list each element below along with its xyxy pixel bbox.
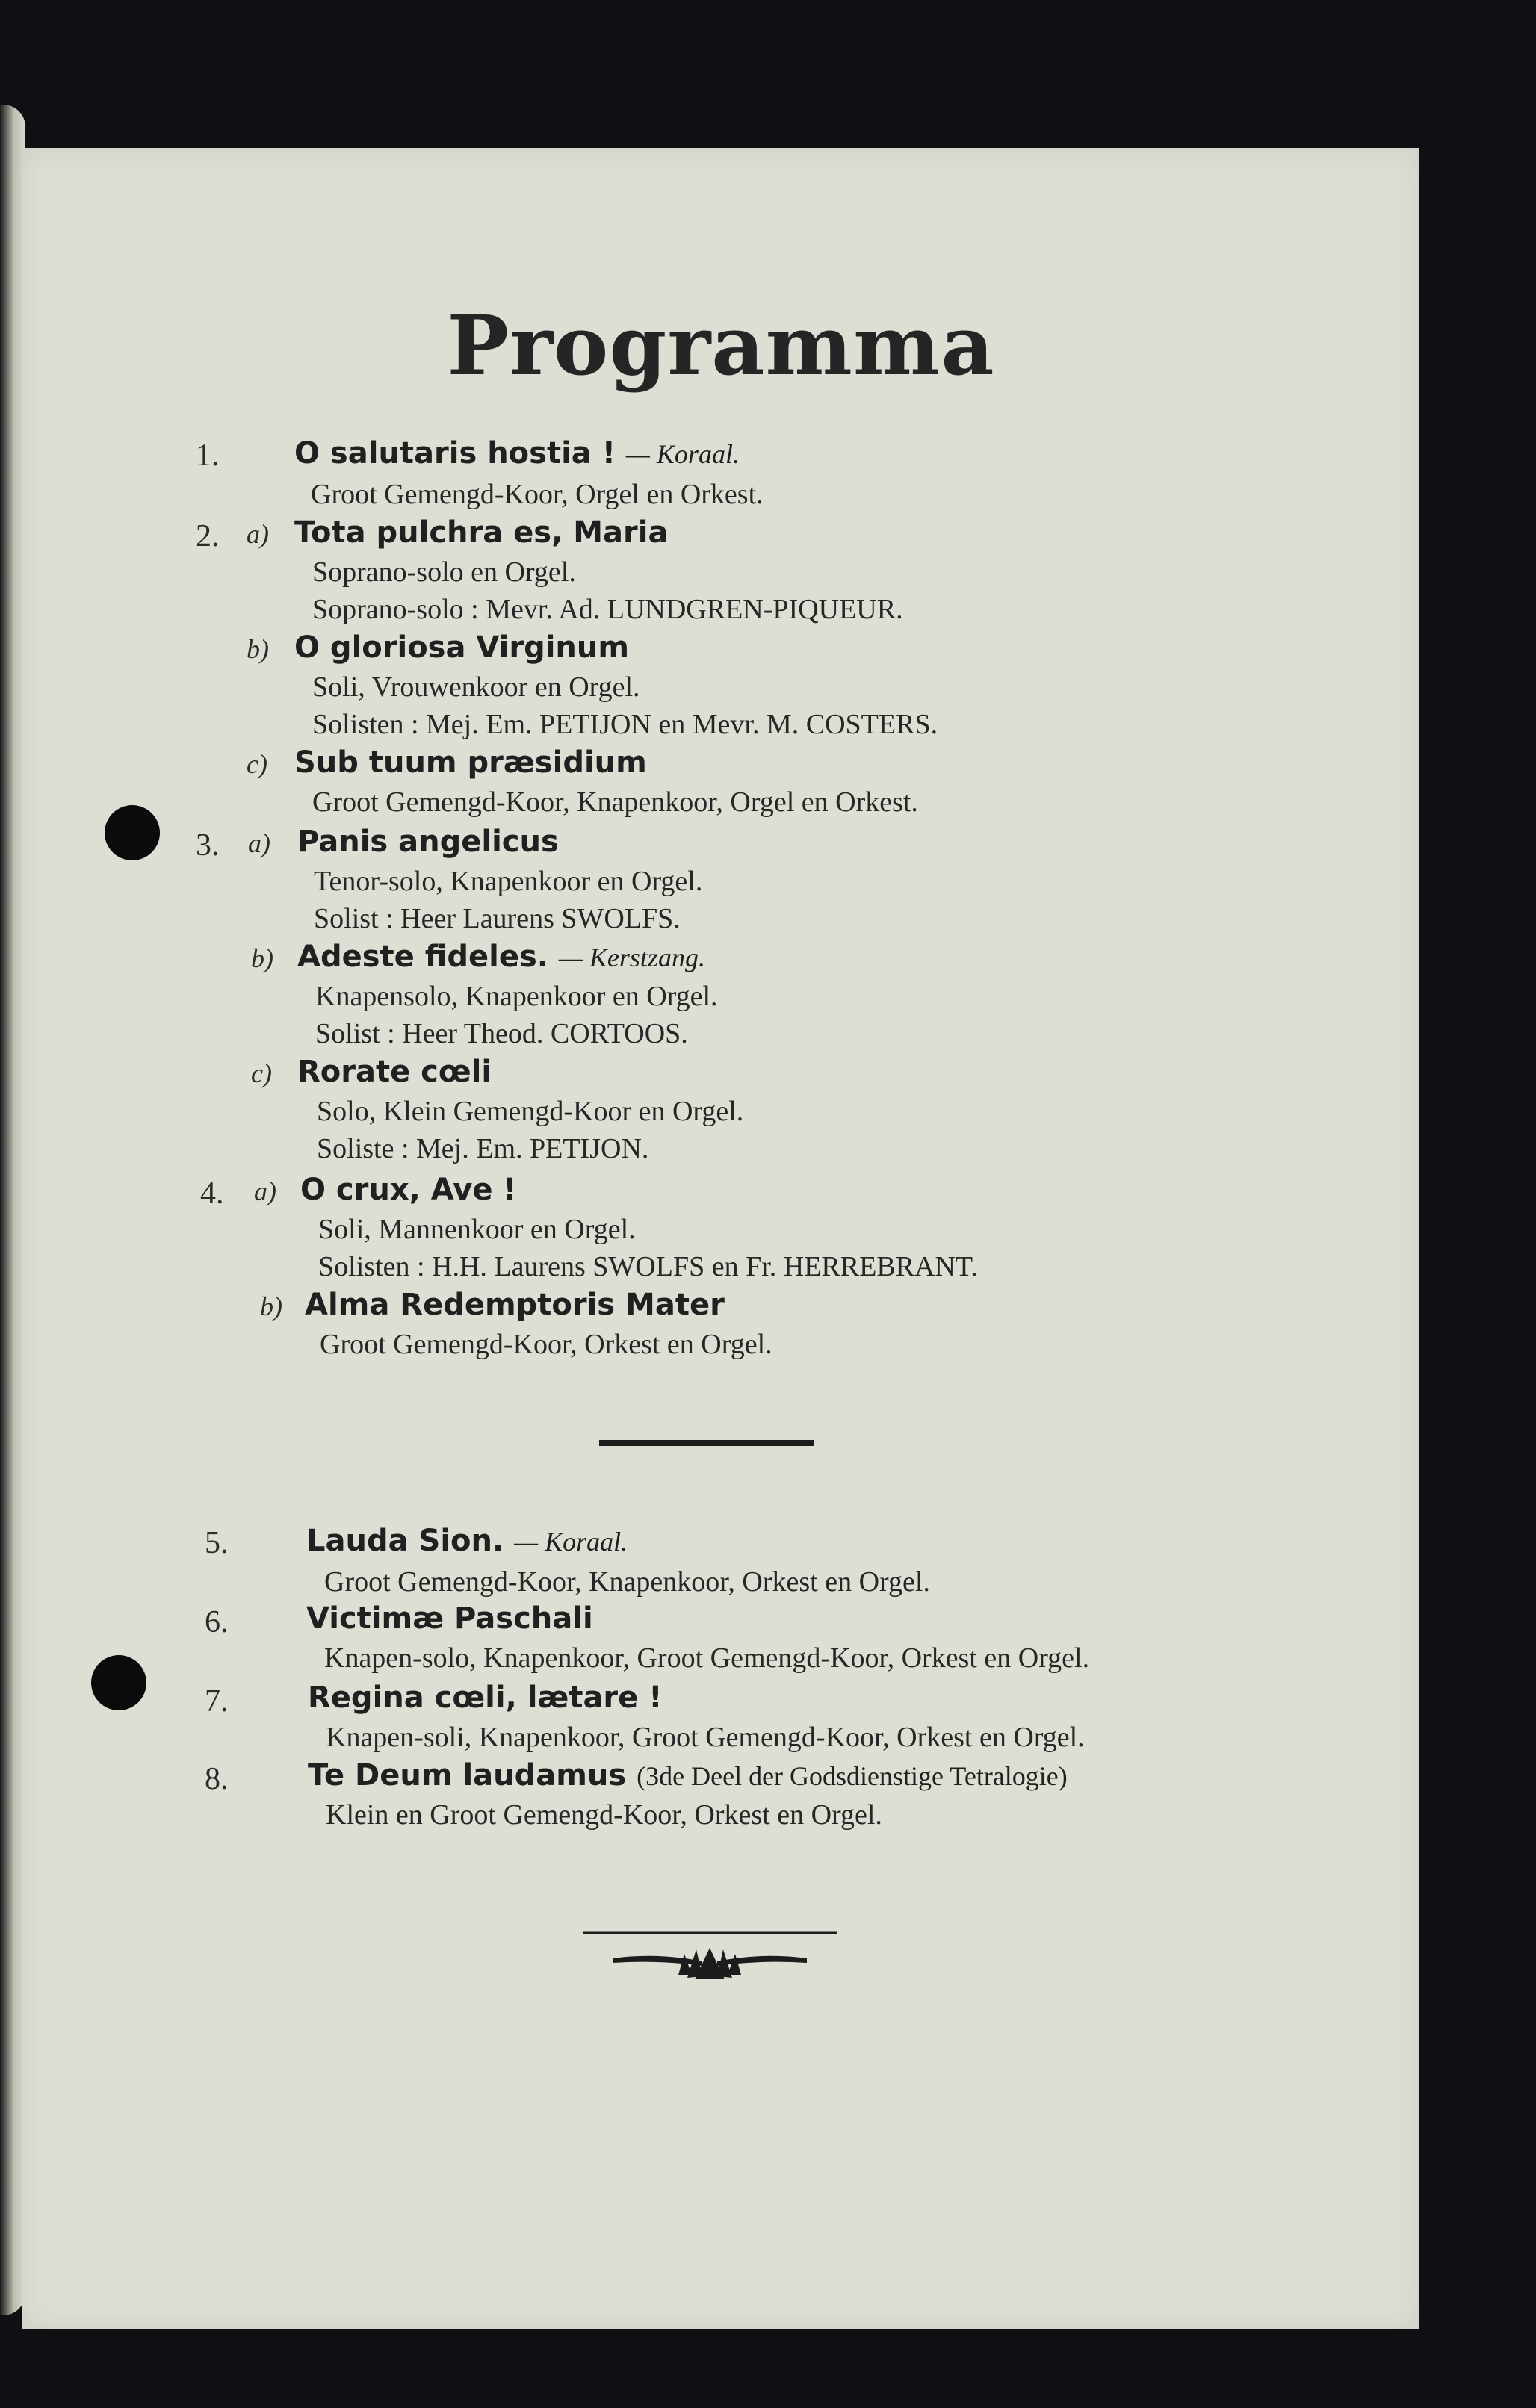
punch-hole-bottom (91, 1655, 146, 1710)
piece-title: O gloriosa Virginum (294, 630, 630, 665)
performers-line: Groot Gemengd-Koor, Knapenkoor, Orgel en Orkest. (312, 786, 918, 818)
performers-line: Klein en Groot Gemengd-Koor, Orkest en Orgel. (326, 1799, 882, 1831)
piece-title: Tota pulchra es, Maria (294, 515, 669, 550)
piece-title: Regina cœli, lætare ! (308, 1681, 663, 1715)
item-number: 8. (205, 1762, 229, 1796)
soloists-line: Soliste : Mej. Em. PETIJON. (317, 1133, 649, 1164)
sub-letter: b) (247, 634, 269, 664)
item-number: 2. (196, 519, 220, 553)
sub-letter: a) (247, 519, 269, 549)
item-number: 3. (196, 828, 220, 863)
performers-line: Knapen-solo, Knapenkoor, Groot Gemengd-Koor, Orkest en Orgel. (324, 1642, 1090, 1674)
performers-line: Soprano-solo en Orgel. (312, 556, 576, 588)
ornament-fleuron-icon (583, 1927, 837, 1987)
piece-title: Rorate cœli (297, 1055, 492, 1089)
item-number: 4. (200, 1176, 224, 1211)
piece-title (308, 1758, 1068, 1793)
piece-title (306, 1524, 628, 1558)
piece-title-text: O salutaris hostia ! (294, 436, 616, 471)
piece-title-text: Te Deum laudamus (308, 1758, 627, 1793)
piece-title: Victimæ Paschali (306, 1601, 593, 1636)
soloists-line: Solist : Heer Theod. CORTOOS. (315, 1018, 688, 1049)
performers-line: Tenor-solo, Knapenkoor en Orgel. (314, 866, 703, 897)
piece-title: Alma Redemptoris Mater (305, 1288, 725, 1322)
section-divider (599, 1440, 814, 1446)
piece-title-text: Lauda Sion. (306, 1524, 504, 1558)
performers-line: Groot Gemengd-Koor, Orkest en Orgel. (320, 1329, 772, 1360)
piece-title (294, 436, 740, 471)
performers-line: Groot Gemengd-Koor, Orgel en Orkest. (311, 479, 764, 510)
item-number: 7. (205, 1684, 229, 1719)
piece-note: — Koraal. (514, 1527, 628, 1557)
punch-hole-top (105, 805, 160, 860)
sub-letter: a) (248, 828, 270, 858)
soloists-line: Solisten : H.H. Laurens SWOLFS en Fr. HERREBRANT. (318, 1251, 978, 1282)
performers-line: Solo, Klein Gemengd-Koor en Orgel. (317, 1096, 744, 1127)
piece-title: Panis angelicus (297, 825, 559, 859)
page-title: Programma (447, 297, 995, 394)
soloists-line: Soprano-solo : Mevr. Ad. LUNDGREN-PIQUEUR. (312, 594, 903, 625)
performers-line: Knapen-soli, Knapenkoor, Groot Gemengd-Koor, Orkest en Orgel. (326, 1722, 1085, 1753)
performers-line: Soli, Mannenkoor en Orgel. (318, 1214, 636, 1245)
piece-note: — Kerstzang. (558, 943, 705, 972)
item-number: 1. (196, 438, 220, 473)
piece-note: (3de Deel der Godsdienstige Tetralogie) (637, 1761, 1068, 1791)
piece-title (297, 940, 705, 974)
performers-line: Groot Gemengd-Koor, Knapenkoor, Orkest en Orgel. (324, 1566, 930, 1598)
piece-title: Sub tuum præsidium (294, 745, 647, 780)
sub-letter: b) (260, 1291, 282, 1321)
performers-line: Soli, Vrouwenkoor en Orgel. (312, 671, 640, 703)
soloists-line: Solist : Heer Laurens SWOLFS. (314, 903, 681, 934)
piece-title: O crux, Ave ! (300, 1173, 517, 1207)
sub-letter: c) (251, 1058, 272, 1088)
sub-letter: b) (251, 943, 273, 973)
program-page (22, 148, 1419, 2329)
piece-title-text: Adeste fideles. (297, 940, 548, 974)
facing-page-edge (0, 105, 25, 2315)
piece-note: — Koraal. (625, 439, 740, 469)
performers-line: Knapensolo, Knapenkoor en Orgel. (315, 981, 718, 1012)
item-number: 5. (205, 1526, 229, 1560)
sub-letter: a) (254, 1176, 276, 1206)
soloists-line: Solisten : Mej. Em. PETIJON en Mevr. M. COSTERS. (312, 709, 938, 740)
sub-letter: c) (247, 749, 267, 779)
item-number: 6. (205, 1605, 229, 1639)
